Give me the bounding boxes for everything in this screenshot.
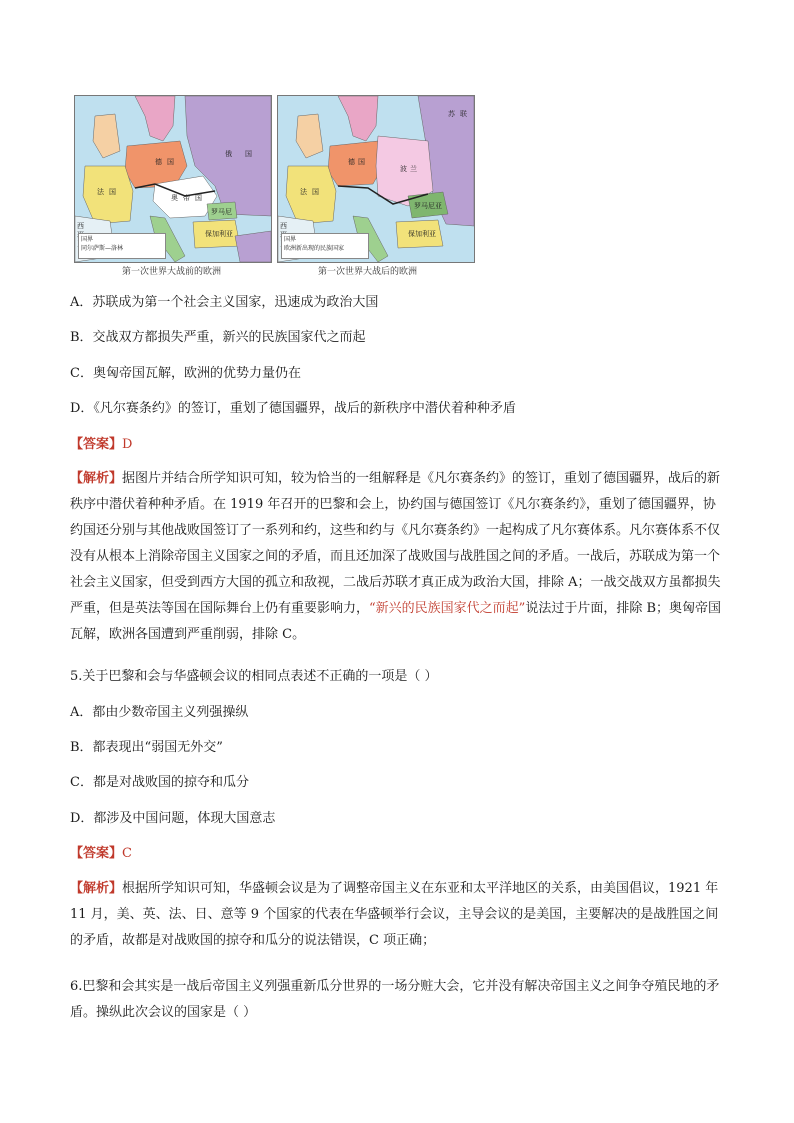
map-europe-before-ww1 [74, 95, 272, 263]
svg-text:苏: 苏 [448, 110, 455, 118]
svg-text:罗马尼: 罗马尼 [211, 208, 232, 216]
q5-option-d: D．都涉及中国问题，体现大国意志 [70, 811, 276, 826]
svg-text:帝: 帝 [183, 194, 190, 202]
map-caption-after: 第一次世界大战后的欧洲 [318, 267, 418, 277]
analysis-tag: 【解析】 [70, 881, 123, 896]
q5-stem: 5.关于巴黎和会与华盛顿会议的相同点表述不正确的一项是（ ） [70, 669, 438, 684]
svg-text:保加利亚: 保加利亚 [205, 230, 233, 238]
svg-text:俄: 俄 [225, 150, 232, 158]
svg-text:国: 国 [358, 158, 365, 166]
svg-text:波: 波 [400, 165, 407, 173]
q4-option-a: A．苏联成为第一个社会主义国家，迅速成为政治大国 [70, 295, 379, 310]
svg-text:西: 西 [280, 222, 287, 230]
q5-analysis [70, 876, 726, 954]
svg-text:西: 西 [77, 222, 84, 230]
q4-option-c: C．奥匈帝国瓦解，欧洲的优势力量仍在 [70, 366, 301, 381]
answer-tag: 【答案】 [70, 846, 123, 861]
q4-option-b: B．交战双方都损失严重，新兴的民族国家代之而起 [70, 330, 366, 345]
q4-answer [70, 435, 132, 455]
map-legend: 国界 欧洲新出现的民族国家 [281, 233, 369, 259]
answer-tag: 【答案】 [70, 437, 123, 452]
svg-text:法: 法 [300, 188, 307, 196]
svg-text:德: 德 [348, 158, 355, 166]
analysis-text: 据图片并结合所学知识可知，较为恰当的一组解释是《凡尔赛条约》的签订，重划了德国疆界，战后的新秩序中潜伏着种种矛盾。在 1919 年召开的巴黎和会上，协约国与德国签订《凡尔赛条约》，重划了德国疆界，协约国还分别与其他战败国签订了一系列和约，这些和约与《凡尔赛条约》一起构成了凡尔赛体系。凡尔赛体系不仅没有从根本上消除帝国主义国家之间的矛盾，而且还加深了战败国与战胜国之间的矛盾。一战后，苏联成为第一个社会主义国家，但受到西方大国的孤立和敌视，二战后苏联才真正成为政治大国，排除 A；一战交战双方虽都损失严重，但是英法等国在国际舞台上仍有重要影响力， [70, 471, 721, 616]
svg-text:保加利亚: 保加利亚 [408, 230, 436, 238]
map-legend: 国界 同尔萨斯—洛林 [78, 233, 166, 259]
svg-text:国: 国 [109, 188, 116, 196]
q5-option-a: A．都由少数帝国主义列强操纵 [70, 705, 249, 720]
svg-text:德: 德 [155, 158, 162, 166]
svg-text:国: 国 [195, 194, 202, 202]
svg-text:国: 国 [167, 158, 174, 166]
q5-answer [70, 844, 132, 864]
answer-value: D [122, 437, 133, 452]
map-figure [74, 95, 474, 280]
svg-text:国: 国 [245, 150, 252, 158]
map-caption-before: 第一次世界大战前的欧洲 [122, 267, 222, 277]
answer-value: C [122, 846, 132, 861]
svg-text:联: 联 [460, 110, 467, 118]
analysis-quote: “新兴的民族国家代之而起” [369, 601, 526, 616]
analysis-text: 根据所学知识可知，华盛顿会议是为了调整帝国主义在东亚和太平洋地区的关系，由美国倡议，1921 年 11 月，美、英、法、日、意等 9 个国家的代表在华盛顿举行会议，主导会议的是美国，主要解决的是战胜国之间的矛盾，故都是对战败国的掠夺和瓜分的说法错误，C 项正确； [70, 881, 719, 948]
q4-analysis [70, 466, 726, 648]
map-europe-after-ww1 [277, 95, 475, 263]
svg-text:兰: 兰 [410, 165, 417, 173]
svg-text:法: 法 [97, 188, 104, 196]
analysis-text-end: 说法过于片面，排除 B；奥匈帝国瓦解，欧洲各国遭到严重削弱，排除 C。 [70, 601, 721, 642]
svg-text:奥: 奥 [171, 194, 178, 202]
q6-stem: 6.巴黎和会其实是一战后帝国主义列强重新瓜分世界的一场分赃大会，它并没有解决帝国主义之间争夺殖民地的矛盾。操纵此次会议的国家是（ ） [70, 979, 720, 1020]
q4-option-d: D．《凡尔赛条约》的签订，重划了德国疆界，战后的新秩序中潜伏着种种矛盾 [70, 401, 516, 416]
svg-text:国: 国 [312, 188, 319, 196]
q5-option-c: C．都是对战败国的掠夺和瓜分 [70, 775, 249, 790]
analysis-tag: 【解析】 [70, 471, 123, 486]
q5-option-b: B．都表现出“弱国无外交” [70, 740, 223, 755]
svg-text:罗马尼亚: 罗马尼亚 [414, 202, 442, 210]
